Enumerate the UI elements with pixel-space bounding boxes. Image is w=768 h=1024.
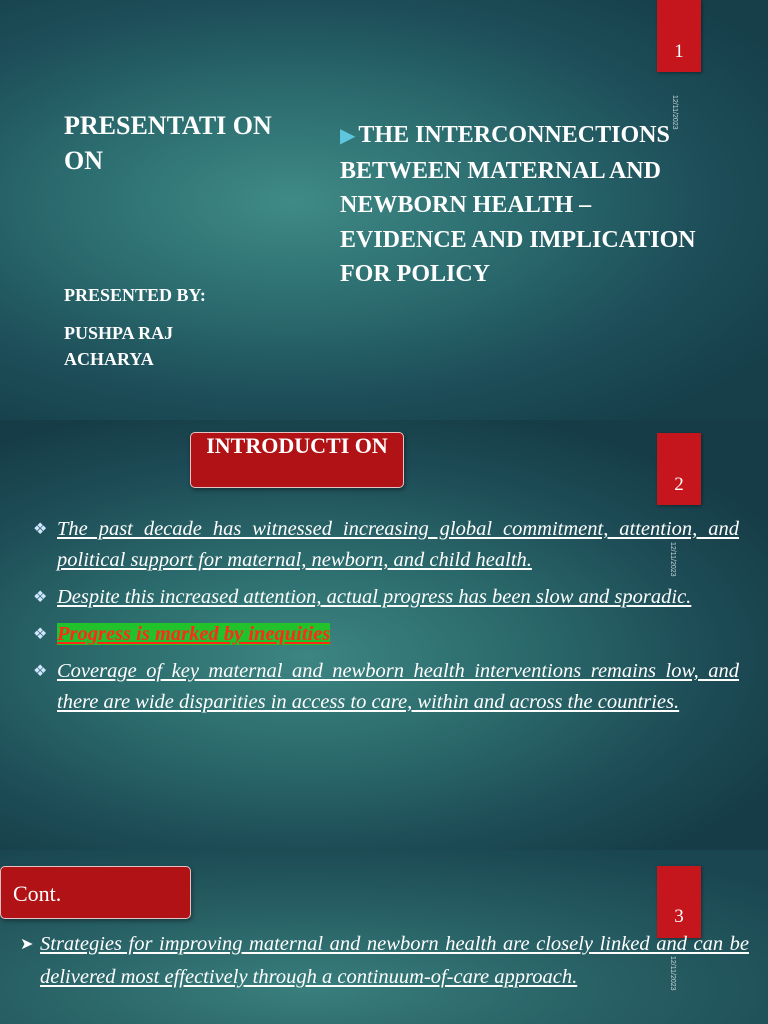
- presented-by-label: PRESENTED BY:: [64, 285, 206, 305]
- introduction-heading: INTRODUCTI ON: [190, 432, 404, 488]
- topic-text: THE INTERCONNECTIONS BETWEEN MATERNAL AND NEWBORN HEALTH – EVIDENCE AND IMPLICATION FOR POLICY: [340, 122, 696, 287]
- diamond-bullet-icon: ❖: [33, 663, 48, 680]
- slide-number: 2: [657, 433, 701, 505]
- bullet-list: [33, 514, 739, 724]
- presenter-name: PUSHPA RAJ ACHARYA: [64, 323, 174, 369]
- slide-date: 12/11/2023: [669, 542, 676, 577]
- slide-number: 1: [657, 0, 701, 72]
- list-item: ❖ The past decade has witnessed increasing global commitment, attention, and political support for maternal, newborn, and child health.: [33, 514, 739, 576]
- slide-3: [0, 850, 768, 1024]
- list-item: [33, 619, 739, 650]
- list-item: ❖ Despite this increased attention, actual progress has been slow and sporadic.: [33, 582, 739, 613]
- slide-date: 12/11/2023: [669, 956, 676, 991]
- slide-1: [0, 0, 768, 420]
- cont-heading: Cont.: [0, 866, 191, 919]
- presentation-title-label: PRESENTATI ON ON: [64, 111, 272, 175]
- diamond-bullet-icon: ❖: [33, 626, 48, 643]
- slide-2: [0, 420, 768, 850]
- arrow-right-icon: ➤: [20, 936, 34, 953]
- list-item: ❖ Coverage of key maternal and newborn health interventions remains low, and there are wide disparities in access to care, within and across the countries.: [33, 656, 739, 718]
- diamond-bullet-icon: ❖: [33, 521, 48, 538]
- presentation-topic: [340, 118, 720, 292]
- list-item: ➤ Strategies for improving maternal and newborn health are closely linked and can be delivered most effectively through a continuum-of-care approach.: [20, 928, 749, 994]
- diamond-bullet-icon: ❖: [33, 589, 48, 606]
- triangle-right-icon: ▶: [340, 125, 356, 147]
- highlighted-text: Progress is marked by inequities: [57, 623, 331, 645]
- slide-date: 12/11/2023: [671, 95, 678, 130]
- slide-number: 3: [657, 866, 701, 938]
